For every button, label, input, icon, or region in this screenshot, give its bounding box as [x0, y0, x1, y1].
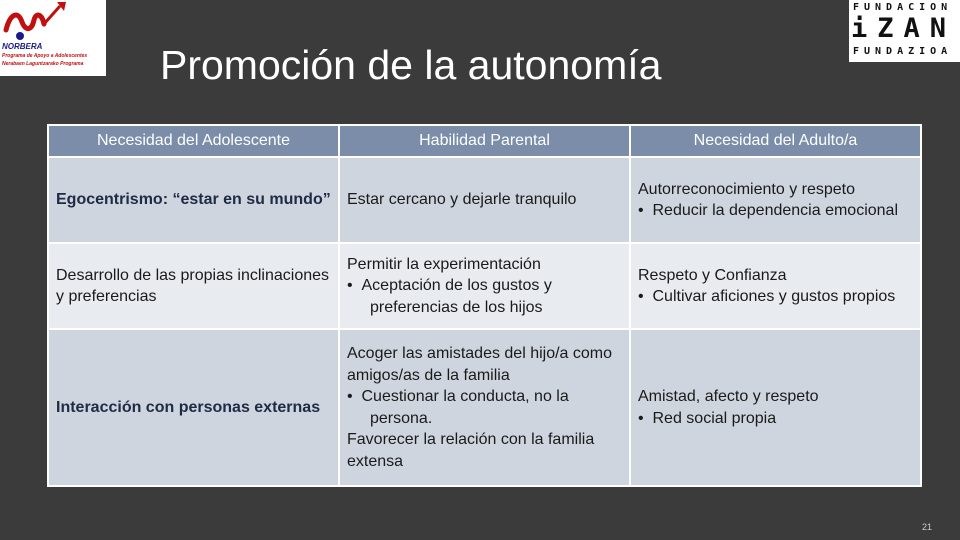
table-row [48, 329, 921, 486]
skill-line: Estar cercano y dejarle tranquilo [347, 191, 577, 209]
skill-line: Permitir la experimentación [347, 255, 541, 273]
table-row [48, 157, 921, 243]
adult-need-bullet: • Reducir la dependencia emocional [638, 202, 898, 219]
adult-need-title: Autorreconocimiento y respeto [638, 180, 855, 198]
fundacion-izan-logo [849, 0, 960, 62]
adult-need-bullet: • Cultivar aficiones y gustos propios [638, 288, 896, 305]
norbera-logo-line1: Programa de Apoyo a Adolescentes [2, 53, 88, 59]
header-parental-skill: Habilidad Parental [339, 125, 630, 157]
header-adult-need: Necesidad del Adulto/a [630, 125, 921, 157]
skill-line-after: Favorecer la relación con la familia extensa [347, 431, 595, 470]
norbera-logo-mark [0, 0, 106, 45]
slide-title: Promoción de la autonomía [160, 42, 662, 88]
table-header-row [48, 125, 921, 157]
page-number: 21 [922, 522, 933, 532]
skill-bullet: • Aceptación de los gustos y preferencias de los hijos [347, 277, 552, 316]
adult-need-bullet-text: Cultivar aficiones y gustos propios [652, 288, 896, 305]
cell-adult-need [630, 329, 921, 486]
skill-bullet-text: Aceptación de los gustos y preferencias de los hijos [361, 277, 552, 316]
adult-need-bullet-text: Red social propia [652, 409, 777, 427]
fundacion-izan-logo-top: FUNDACION [853, 2, 953, 13]
fundacion-izan-logo-bottom: FUNDAZIOA [853, 46, 953, 57]
adult-need-bullet-text: Reducir la dependencia emocional [652, 202, 898, 219]
norbera-logo-name: NORBERA [2, 42, 43, 51]
adult-need-title: Respeto y Confianza [638, 266, 787, 284]
fundacion-izan-logo-middle: iZAN [851, 13, 957, 44]
adult-need-title: Amistad, afecto y respeto [638, 388, 819, 405]
header-adolescent-need: Necesidad del Adolescente [48, 125, 339, 157]
adult-need-bullet: • Red social propia [638, 409, 777, 427]
cell-parental-skill [339, 329, 630, 486]
cell-parental-skill [339, 243, 630, 329]
table-row [48, 243, 921, 329]
skill-bullet-text: Cuestionar la conducta, no la persona. [361, 388, 569, 427]
cell-parental-skill [339, 157, 630, 243]
autonomy-table [47, 124, 922, 487]
cell-adolescent-need: Interacción con personas externas [48, 329, 339, 486]
norbera-logo [0, 0, 106, 76]
cell-adolescent-need: Desarrollo de las propias inclinaciones y preferencias [48, 243, 339, 329]
cell-adolescent-need: Egocentrismo: “estar en su mundo” [48, 157, 339, 243]
norbera-logo-line2: Nerabaen Laguntzarako Programa [2, 61, 84, 67]
skill-line: Acoger las amistades del hijo/a como amigos/as de la familia [347, 345, 613, 384]
cell-adult-need [630, 157, 921, 243]
cell-adult-need [630, 243, 921, 329]
skill-bullet: • Cuestionar la conducta, no la persona. [347, 388, 569, 427]
